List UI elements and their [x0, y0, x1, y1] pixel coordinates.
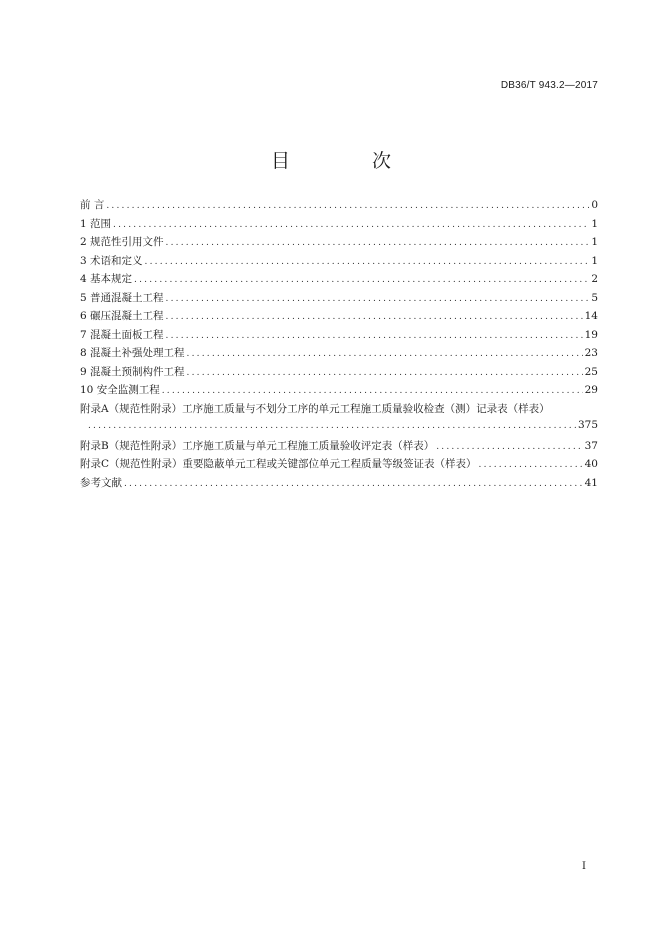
toc-leader-dots [113, 220, 589, 230]
toc-leader-dots [124, 479, 583, 489]
toc-entry-page: 41 [584, 476, 598, 489]
toc-entry-page: 2 [591, 273, 598, 285]
toc-leader-dots [162, 386, 583, 396]
toc-entry-page: 25 [584, 365, 598, 378]
toc-leader-dots [166, 294, 590, 304]
toc-entry-label: 6 碾压混凝土工程 [80, 310, 164, 322]
toc-leader-dots [145, 257, 590, 267]
header-doc-code: DB36/T 943.2—2017 [500, 80, 598, 91]
toc-leader-dots [88, 421, 576, 431]
toc-entry-label: 2 规范性引用文件 [80, 236, 164, 248]
toc-entry-label: 附录C（规范性附录）重要隐蔽单元工程或关键部位单元工程质量等级签证表（样表） [80, 458, 477, 470]
toc-entry-label: 前 言 [80, 199, 105, 211]
toc-leader-dots [134, 275, 589, 285]
toc-entry-appendix-b[interactable] [80, 438, 598, 457]
toc-entry-ordinary-concrete[interactable] [80, 290, 598, 309]
toc-entry-face-slab[interactable] [80, 327, 598, 346]
toc-entry-page: 29 [584, 384, 598, 396]
toc-entry-page: 37 [584, 439, 598, 452]
toc-entry-label: 附录B（规范性附录）工序施工质量与单元工程施工质量验收评定表（样表） [80, 439, 435, 452]
toc-entry-page: 1 [591, 254, 598, 267]
toc-entry-label: 10 安全监测工程 [80, 384, 160, 396]
toc-entry-label: 4 基本规定 [80, 273, 133, 285]
toc-leader-dots [187, 368, 583, 378]
toc-entry-terms[interactable] [80, 253, 598, 272]
toc-entry-label: 1 范围 [80, 217, 112, 230]
toc-entry-label: 7 混凝土面板工程 [80, 328, 164, 341]
toc-entry-page: 19 [584, 328, 598, 341]
toc-entry-page: 23 [584, 347, 598, 359]
toc-entry-page: 0 [591, 199, 598, 211]
toc-entry-appendix-c[interactable] [80, 456, 598, 475]
toc-entry-page: 14 [584, 310, 598, 322]
table-of-contents [80, 197, 598, 493]
toc-entry-monitoring[interactable] [80, 382, 598, 401]
toc-entry-label: 5 普通混凝土工程 [80, 291, 164, 304]
toc-entry-page: 375 [577, 419, 598, 431]
toc-entry-appendix-a-continuation[interactable] [80, 419, 598, 438]
toc-entry-label: 3 术语和定义 [80, 254, 143, 267]
toc-leader-dots [106, 201, 589, 211]
footer-page-number: I [582, 861, 586, 872]
toc-entry-rcc[interactable] [80, 308, 598, 327]
toc-entry-repair[interactable] [80, 345, 598, 364]
toc-leader-dots [166, 238, 590, 248]
toc-entry-label: 附录A（规范性附录）工序施工质量与不划分工序的单元工程施工质量验收检查（测）记录表（样表） [80, 402, 550, 415]
toc-entry-page: 1 [591, 236, 598, 248]
toc-entry-appendix-a[interactable] [80, 401, 598, 420]
toc-entry-label: 参考文献 [80, 476, 122, 489]
page-title: 目 次 [270, 150, 430, 172]
toc-entry-scope[interactable] [80, 216, 598, 235]
toc-entry-bibliography[interactable] [80, 475, 598, 494]
toc-entry-label: 8 混凝土补强处理工程 [80, 347, 185, 359]
toc-leader-dots [436, 442, 582, 452]
toc-entry-precast[interactable] [80, 364, 598, 383]
toc-entry-page: 1 [591, 217, 598, 230]
toc-entry-normative-references[interactable] [80, 234, 598, 253]
toc-leader-dots [166, 312, 583, 322]
toc-entry-foreword[interactable] [80, 197, 598, 216]
toc-entry-page: 40 [584, 458, 598, 470]
toc-leader-dots [166, 331, 583, 341]
toc-entry-label: 9 混凝土预制构件工程 [80, 365, 185, 378]
toc-entry-basic-rules[interactable] [80, 271, 598, 290]
toc-leader-dots [187, 349, 583, 359]
toc-entry-page: 5 [591, 291, 598, 304]
toc-leader-dots [479, 460, 583, 470]
